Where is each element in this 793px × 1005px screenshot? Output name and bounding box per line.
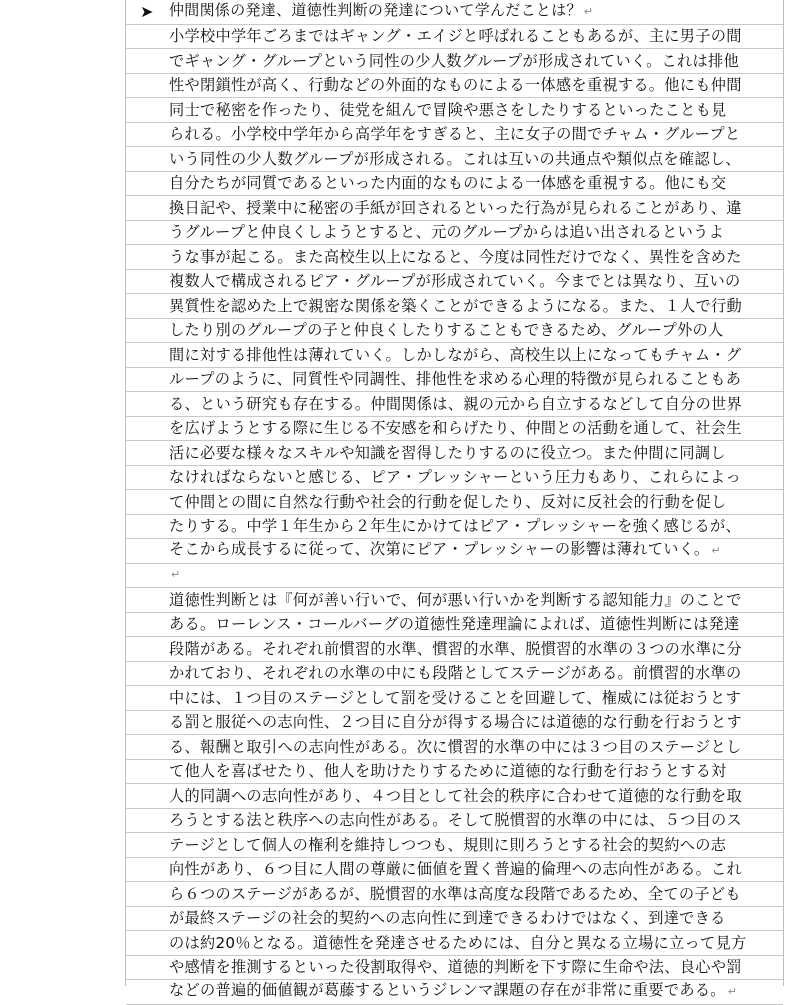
paragraph1-line: したり別のグループの子と仲良くしたりすることもできるため、グループ外の人 xyxy=(169,321,724,339)
text-line xyxy=(126,858,783,883)
paragraph1-line: そこから成長するに従って、次第にピア・プレッシャーの影響は薄れていく。 xyxy=(169,539,710,558)
text-line xyxy=(126,662,783,687)
text-line xyxy=(126,907,783,932)
paragraph2-line: テージとして個人の権利を維持しつつも、規則に則ろうとする社会的契約への志 xyxy=(169,835,727,854)
paragraph2-line: が最終ステージの社会的契約への志向性に到達できるわけではなく、到達できる xyxy=(169,909,726,927)
text-line xyxy=(126,196,783,221)
text-line xyxy=(126,25,783,50)
text-line xyxy=(126,588,783,613)
text-line xyxy=(126,417,783,442)
paragraph2-line: 向性があり、６つ目に人間の尊厳に価値を置く普遍的倫理への志向性がある。これ xyxy=(169,860,743,878)
text-line xyxy=(126,833,783,858)
text-line xyxy=(126,711,783,736)
paragraph2-line: かれており、それぞれの水準の中にも段階としてステージがある。前慣習的水準の xyxy=(169,664,742,682)
text-line xyxy=(126,490,783,515)
paragraph1-line: うグループと仲良くしようとすると、元のグループからは追い出されるというよ xyxy=(169,223,725,241)
paragraph2-line: 段階がある。それぞれ前慣習的水準、慣習的水準、脱慣習的水準の３つの水準に分 xyxy=(169,639,743,658)
text-line xyxy=(126,123,783,148)
text-line xyxy=(126,294,783,319)
paragraph2-line: 道徳性判断とは『何が善い行いで、何が悪い行いかを判断する認知能力』のことで xyxy=(169,590,742,609)
paragraph1-line: なければならないと感じる、ピア・プレッシャーという圧力もあり、これらによっ xyxy=(169,468,741,486)
text-line xyxy=(126,515,783,540)
paragraph1-line: て仲間との間に自然な行動や社会的行動を促したり、反対に反社会的行動を促し xyxy=(169,492,727,511)
question-heading: 仲間関係の発達、道徳性判断の発達について学んだことは？ xyxy=(169,0,582,19)
paragraph1-line: 異質性を認めた上で親密な関係を築くことができるようになる。また、１人で行動 xyxy=(169,296,743,315)
paragraph1-line: ループのように、同質性や同調性、排他性を求める心理的特徴が見られることもあ xyxy=(169,370,742,388)
text-line xyxy=(126,539,783,564)
paragraph2-line: 人的同調への志向性があり、４つ目として社会的秩序に合わせて道徳的な行動を取 xyxy=(169,786,743,805)
text-line xyxy=(126,613,783,638)
paragraph2-line: る、報酬と取引への志向性がある。次に慣習的水準の中には３つ目のステージとし xyxy=(169,737,742,756)
paragraph1-line: 活に必要な様々なスキルや知識を習得したりするのに役立つ。また仲間に同調し xyxy=(169,443,726,462)
text-line xyxy=(126,735,783,760)
text-line xyxy=(126,74,783,99)
text-line xyxy=(126,686,783,711)
paragraph-mark: ↵ xyxy=(583,4,594,18)
text-line xyxy=(126,270,783,295)
paragraph2-line: などの普遍的価値観が葛藤するというジレンマ課題の存在が非常に重要である。 xyxy=(169,980,726,999)
paragraph2-line: る罰と服従への志向性、２つ目に自分が得する場合には道徳的な行動を行おうとす xyxy=(169,713,743,731)
paragraph-mark: ↵ xyxy=(711,543,721,557)
paragraph1-line: たりする。中学１年生から２年生にかけてはピア・プレッシャーを強く感じるが、 xyxy=(169,517,741,535)
blank-line xyxy=(126,564,783,589)
paragraph1-line: を広げようとする際に生じる不安感を和らげたり、仲間との活動を通して、社会生 xyxy=(169,419,742,437)
paragraph-mark: ↵ xyxy=(727,984,738,998)
paragraph2-line: のは約20％となる。道徳性を発達させるためには、自分と異なる立場に立って見方 xyxy=(169,933,747,952)
paragraph2-line: て他人を喜ばせたり、他人を助けたりするために道徳的な行動を行おうとする対 xyxy=(169,762,727,780)
paragraph2-line: ある。ローレンス・コールバーグの道徳性発達理論によれば、道徳性判断には発達 xyxy=(169,615,740,633)
page-right-border xyxy=(783,0,784,986)
text-line xyxy=(126,98,783,123)
text-line xyxy=(126,172,783,197)
ruled-lines xyxy=(126,0,783,1005)
paragraph1-line: うな事が起こる。また高校生以上になると、今度は同性だけでなく、異性を含めた xyxy=(169,247,742,266)
text-line xyxy=(126,466,783,491)
text-line xyxy=(126,49,783,74)
paragraph-mark: ↵ xyxy=(171,568,181,581)
text-line xyxy=(126,343,783,368)
arrow-bullet-icon: ➤ xyxy=(140,2,154,21)
text-line xyxy=(126,147,783,172)
text-line xyxy=(126,441,783,466)
paragraph1-line: 同士で秘密を作ったり、徒党を組んで冒険や悪さをしたりするといったことも見 xyxy=(169,100,727,119)
paragraph1-line: 自分たちが同質であるといった内面的なものによる一体感を重視する。他にも交 xyxy=(169,174,727,192)
text-line xyxy=(126,245,783,270)
text-line xyxy=(126,809,783,834)
text-line xyxy=(126,392,783,417)
paragraph1-line: 換日記や、授業中に秘密の手紙が回されるといった行為が見られることがあり、違 xyxy=(169,198,742,217)
text-line xyxy=(126,368,783,393)
heading-line xyxy=(126,0,783,25)
paragraph1-line: でギャング・グループという同性の少人数グループが形成されていく。これは排他 xyxy=(169,51,739,70)
paragraph1-line: られる。小学校中学年から高学年をすぎると、主に女子の間でチャム・グループと xyxy=(169,125,741,143)
paragraph1-line: 小学校中学年ごろまではギャング・エイジと呼ばれることもあるが、主に男子の間 xyxy=(169,27,742,45)
paragraph1-line: 性や閉鎖性が高く、行動などの外面的なものによる一体感を重視する。他にも仲間 xyxy=(169,76,742,94)
text-line xyxy=(126,956,783,981)
text-line xyxy=(126,784,783,809)
paragraph2-line: や感情を推測するといった役割取得や、道徳的判断を下す際に生命や法、良心や罰 xyxy=(169,958,742,976)
text-line xyxy=(126,760,783,785)
paragraph2-line: 中には、１つ目のステージとして罰を受けることを回避して、権威には従おうとす xyxy=(169,688,742,707)
text-line xyxy=(126,221,783,246)
paragraph1-line: 複数人で構成されるピア・グループが形成されていく。今までとは異なり、互いの xyxy=(169,272,741,290)
text-line xyxy=(126,980,783,1005)
paragraph2-line: ろうとする法と秩序への志向性がある。そして脱慣習的水準の中には、５つ目のス xyxy=(169,811,743,829)
paragraph1-line: る、という研究も存在する。仲間関係は、親の元から自立するなどして自分の世界 xyxy=(169,394,743,413)
text-line xyxy=(126,319,783,344)
paragraph2-line: ら６つのステージがあるが、脱慣習的水準は高度な段階であるため、全ての子ども xyxy=(169,884,741,903)
text-line xyxy=(126,882,783,907)
text-line xyxy=(126,931,783,956)
text-line xyxy=(126,637,783,662)
paragraph1-line: いう同性の少人数グループが形成される。これは互いの共通点や類似点を確認し、 xyxy=(169,149,741,168)
paragraph1-line: 間に対する排他性は薄れていく。しかしながら、高校生以上になってもチャム・グ xyxy=(169,345,742,364)
